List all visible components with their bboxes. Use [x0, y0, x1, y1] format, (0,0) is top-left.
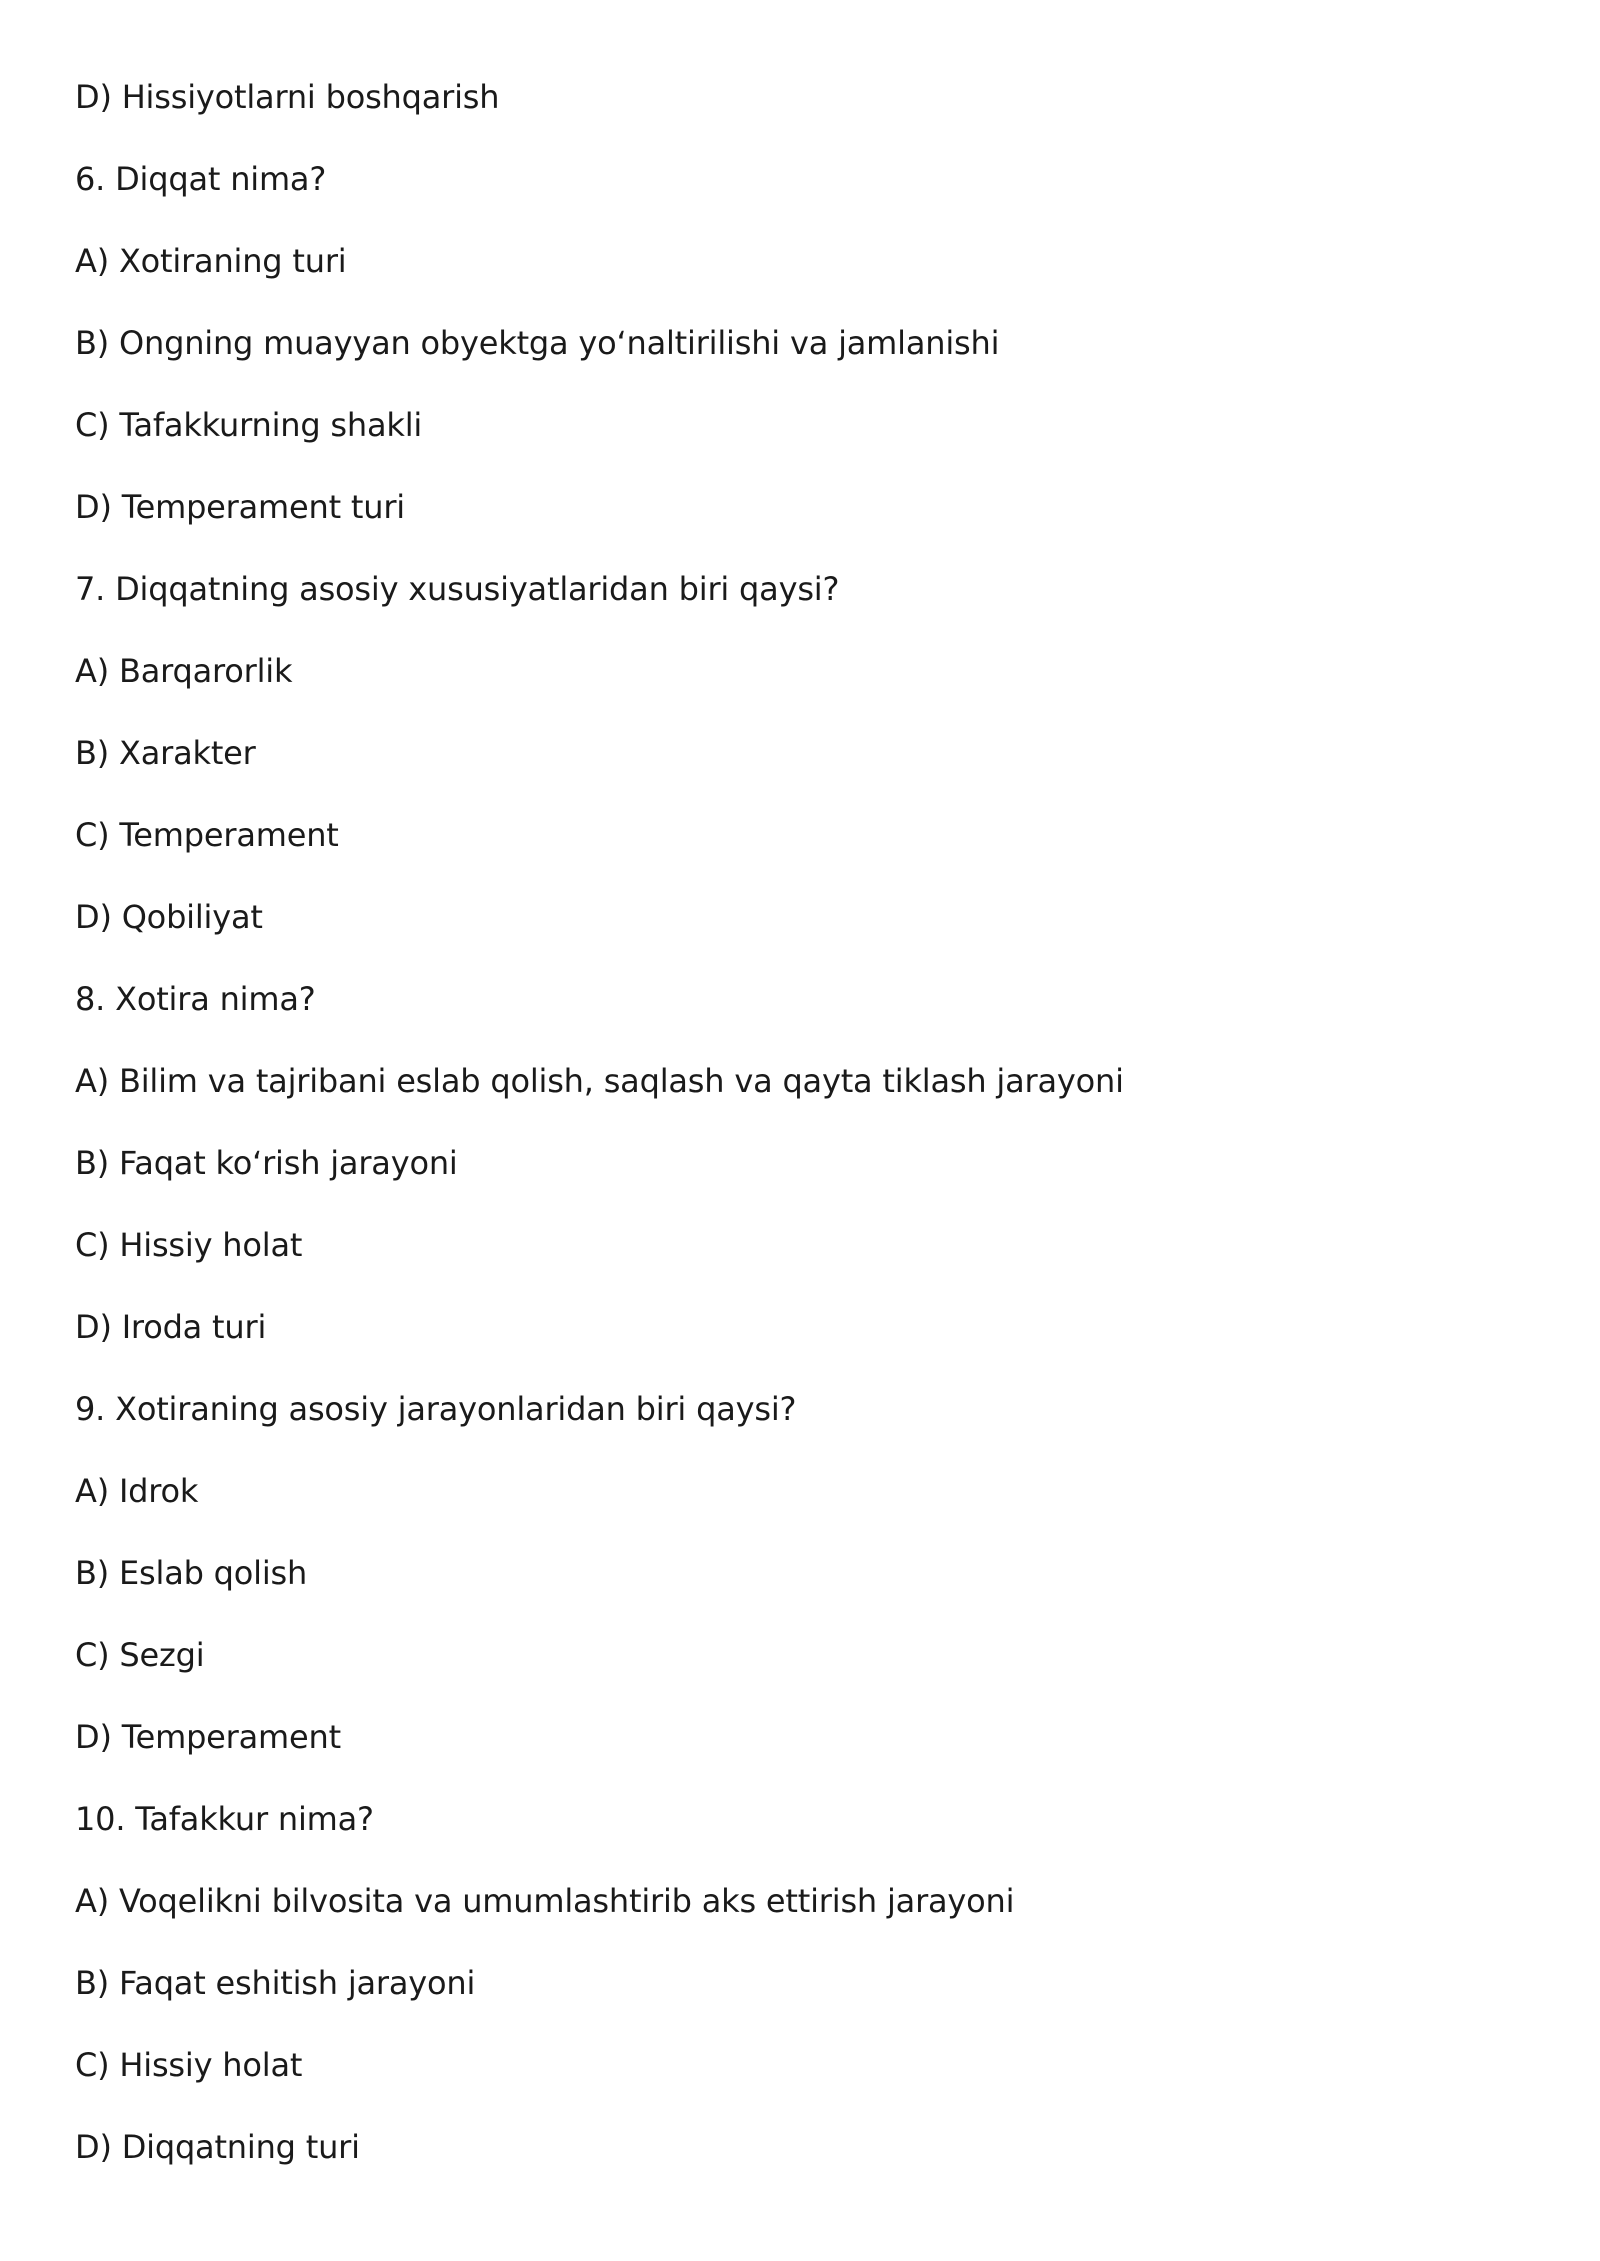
answer-option-d: D) Qobiliyat [75, 898, 263, 936]
answer-option-b: B) Faqat eshitish jarayoni [75, 1964, 476, 2002]
answer-option-b: B) Eslab qolish [75, 1554, 308, 1592]
answer-option-a: A) Xotiraning turi [75, 242, 347, 280]
answer-option-c: C) Hissiy holat [75, 1226, 303, 1264]
answer-option-a: A) Idrok [75, 1472, 199, 1510]
answer-option-d: D) Hissiyotlarni boshqarish [75, 78, 500, 116]
question-7: 7. Diqqatning asosiy xususiyatlaridan biri qaysi? [75, 570, 840, 608]
question-6: 6. Diqqat nima? [75, 160, 327, 198]
answer-option-d: D) Temperament [75, 1718, 341, 1756]
answer-option-a: A) Bilim va tajribani eslab qolish, saqlash va qayta tiklash jarayoni [75, 1062, 1124, 1100]
answer-option-c: C) Temperament [75, 816, 339, 854]
question-9: 9. Xotiraning asosiy jarayonlaridan biri qaysi? [75, 1390, 797, 1428]
answer-option-d: D) Iroda turi [75, 1308, 267, 1346]
answer-option-c: C) Sezgi [75, 1636, 205, 1674]
answer-option-c: C) Hissiy holat [75, 2046, 303, 2084]
answer-option-b: B) Ongning muayyan obyektga yo‘naltirilishi va jamlanishi [75, 324, 1000, 362]
answer-option-b: B) Xarakter [75, 734, 256, 772]
answer-option-c: C) Tafakkurning shakli [75, 406, 423, 444]
question-10: 10. Tafakkur nima? [75, 1800, 374, 1838]
answer-option-d: D) Temperament turi [75, 488, 405, 526]
answer-option-d: D) Diqqatning turi [75, 2128, 360, 2166]
answer-option-b: B) Faqat ko‘rish jarayoni [75, 1144, 458, 1182]
question-8: 8. Xotira nima? [75, 980, 316, 1018]
answer-option-a: A) Voqelikni bilvosita va umumlashtirib aks ettirish jarayoni [75, 1882, 1015, 1920]
answer-option-a: A) Barqarorlik [75, 652, 293, 690]
